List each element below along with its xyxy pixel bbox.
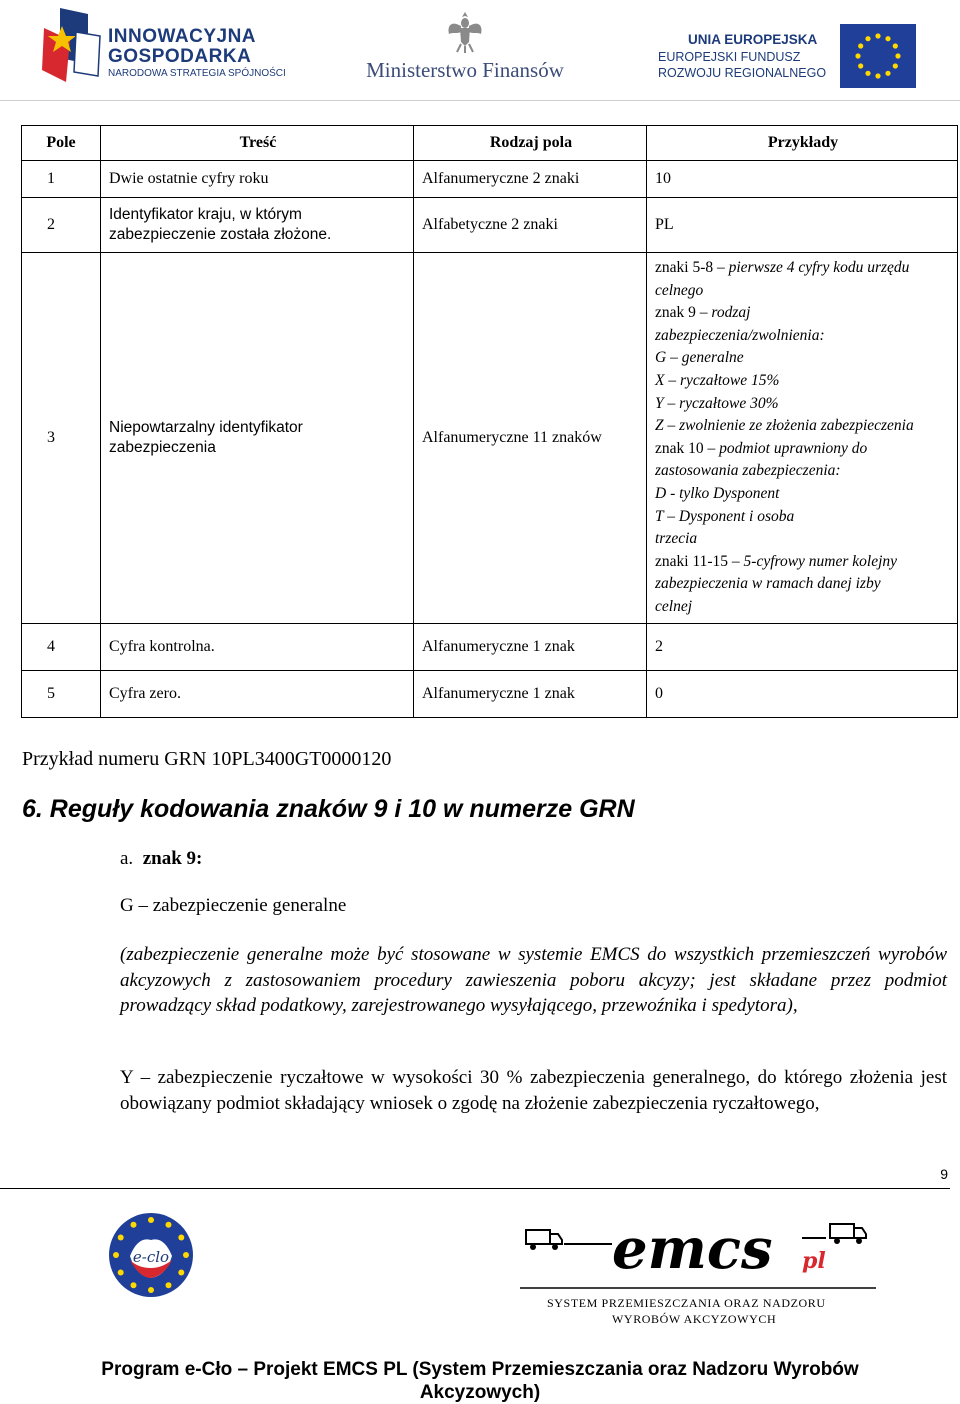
subsection-marker: a. bbox=[120, 848, 134, 869]
header-tresc: Treść bbox=[101, 126, 414, 161]
example-line: znaki 5-8 – pierwsze 4 cyfry kodu urzędu bbox=[655, 259, 910, 276]
ministerstwo-finansow-name: Ministerstwo Finansów bbox=[366, 58, 564, 82]
innowacyjna-gospodarka-logo bbox=[40, 6, 290, 86]
innowacyjna-gospodarka-flag-icon bbox=[40, 6, 102, 86]
g-explanation-paragraph: (zabezpieczenie generalne może być stosowane w systemie EMCS do wszystkich przemieszczeń wyrobów akcyzowych z zastosowaniem procedury zawieszenia poboru akcyzy; jest składane przez podmiot prowadzący skład podatkowy, zarejestrowanego wysyłającego, przewoźnika i spedytora), bbox=[120, 944, 947, 1017]
header-przyklady: Przykłady bbox=[647, 126, 958, 161]
cell-przyklad-structure bbox=[647, 253, 958, 624]
eu-flag-icon bbox=[840, 24, 916, 88]
emcs-pl-text: pl bbox=[802, 1248, 826, 1274]
footer-line1: Program e-Cło – Projekt EMCS PL (System Przemieszczania oraz Nadzoru Wyrobów bbox=[101, 1359, 859, 1380]
emcs-text: emcs bbox=[612, 1216, 773, 1282]
eagle-emblem-icon bbox=[445, 8, 485, 54]
example-line: zabezpieczenia/zwolnienia: bbox=[655, 326, 825, 344]
page-header bbox=[0, 0, 960, 101]
example-line: znak 10 – podmiot uprawniony do bbox=[655, 439, 868, 457]
page-footer bbox=[0, 1358, 960, 1404]
emcs-wordmark-icon bbox=[520, 1210, 880, 1294]
table-header-row bbox=[22, 126, 958, 161]
table-row bbox=[22, 670, 958, 717]
cell-rodzaj: Alfabetyczne 2 znaki bbox=[414, 198, 647, 253]
cell-przyklad: 2 bbox=[647, 623, 958, 670]
emcs-logo bbox=[520, 1210, 880, 1330]
footer-line2: Akcyzowych) bbox=[419, 1382, 541, 1403]
example-line: celnej bbox=[655, 597, 693, 615]
cell-tresc-line: Identyfikator kraju, w którym bbox=[109, 206, 302, 223]
grn-example-line: Przykład numeru GRN 10PL3400GT0000120 bbox=[22, 748, 392, 770]
cell-pole: 4 bbox=[22, 623, 101, 670]
example-line: D - tylko Dysponent bbox=[655, 484, 780, 502]
example-line: Z – zwolnienie ze złożenia zabezpieczenia bbox=[655, 417, 914, 435]
van-icon-right bbox=[830, 1224, 866, 1244]
cell-tresc-line: zabezpieczenie została złożone. bbox=[109, 226, 332, 243]
cell-tresc: Dwie ostatnie cyfry roku bbox=[101, 161, 414, 198]
section-heading: 6. Reguły kodowania znaków 9 i 10 w numerze GRN bbox=[22, 795, 635, 823]
g-definition: G – zabezpieczenie generalne bbox=[120, 895, 347, 916]
cell-tresc bbox=[101, 253, 414, 624]
subsection-a bbox=[120, 848, 202, 870]
example-line: znak 9 – rodzaj bbox=[655, 304, 751, 322]
example-line: znaki 11-15 – 5-cyfrowy numer kolejny bbox=[655, 552, 898, 570]
ig-subtitle: NARODOWA STRATEGIA SPÓJNOŚCI bbox=[108, 68, 286, 79]
table-row bbox=[22, 198, 958, 253]
cell-pole: 2 bbox=[22, 198, 101, 253]
e-clo-logo-text: e-clo bbox=[132, 1248, 170, 1266]
example-line: G – generalne bbox=[655, 349, 744, 367]
cell-rodzaj: Alfanumeryczne 1 znak bbox=[414, 670, 647, 717]
table-row bbox=[22, 161, 958, 198]
cell-tresc bbox=[101, 198, 414, 253]
footer-divider bbox=[0, 1188, 950, 1189]
grn-structure-table bbox=[21, 125, 958, 718]
cell-przyklad: PL bbox=[647, 198, 958, 253]
ue-fund-line1: EUROPEJSKI FUNDUSZ bbox=[658, 50, 801, 64]
cell-tresc-line: Niepowtarzalny identyfikator bbox=[109, 418, 303, 436]
cell-przyklad: 10 bbox=[647, 161, 958, 198]
example-line: trzecia bbox=[655, 530, 698, 548]
example-line: Y – ryczałtowe 30% bbox=[655, 394, 779, 412]
cell-tresc: Cyfra kontrolna. bbox=[101, 623, 414, 670]
cell-rodzaj: Alfanumeryczne 2 znaki bbox=[414, 161, 647, 198]
subsection-title: znak 9: bbox=[142, 848, 203, 869]
cell-tresc: Cyfra zero. bbox=[101, 670, 414, 717]
ue-fund-line2: ROZWOJU REGIONALNEGO bbox=[658, 66, 827, 80]
e-clo-emblem-icon bbox=[108, 1212, 194, 1298]
page-number: 9 bbox=[940, 1166, 948, 1182]
van-icon-left bbox=[526, 1230, 562, 1250]
unia-europejska-logo bbox=[650, 24, 920, 90]
cell-pole: 3 bbox=[22, 253, 101, 624]
header-rodzaj: Rodzaj pola bbox=[414, 126, 647, 161]
table-row bbox=[22, 623, 958, 670]
emcs-subtitle-line1: SYSTEM PRZEMIESZCZANIA ORAZ NADZORU bbox=[547, 1296, 826, 1310]
table-row bbox=[22, 253, 958, 624]
ue-title: UNIA EUROPEJSKA bbox=[688, 32, 818, 47]
ig-title-line1: INNOWACYJNA bbox=[108, 26, 257, 47]
ministerstwo-finansow-logo bbox=[345, 8, 585, 88]
e-clo-logo bbox=[108, 1212, 194, 1298]
header-pole: Pole bbox=[22, 126, 101, 161]
example-line: X – ryczałtowe 15% bbox=[655, 371, 780, 389]
cell-pole: 5 bbox=[22, 670, 101, 717]
cell-pole: 1 bbox=[22, 161, 101, 198]
cell-tresc-line: zabezpieczenia bbox=[109, 438, 216, 456]
ig-title-line2: GOSPODARKA bbox=[108, 46, 252, 67]
example-line: celnego bbox=[655, 281, 704, 299]
example-line: zabezpieczenia w ramach danej izby bbox=[655, 575, 881, 593]
emcs-subtitle-line2: WYROBÓW AKCYZOWYCH bbox=[612, 1312, 777, 1326]
example-line: T – Dysponent i osoba bbox=[655, 507, 795, 525]
y-definition-paragraph: Y – zabezpieczenie ryczałtowe w wysokości 30 % zabezpieczenia generalnego, do którego złożenia jest obowiązany podmiot składający wniosek o zgodę na złożenie zabezpieczenia ryczałtowego, bbox=[120, 1067, 947, 1114]
example-line: zastosowania zabezpieczenia: bbox=[655, 462, 841, 480]
cell-rodzaj: Alfanumeryczne 11 znaków bbox=[414, 253, 647, 624]
cell-przyklad: 0 bbox=[647, 670, 958, 717]
cell-rodzaj: Alfanumeryczne 1 znak bbox=[414, 623, 647, 670]
